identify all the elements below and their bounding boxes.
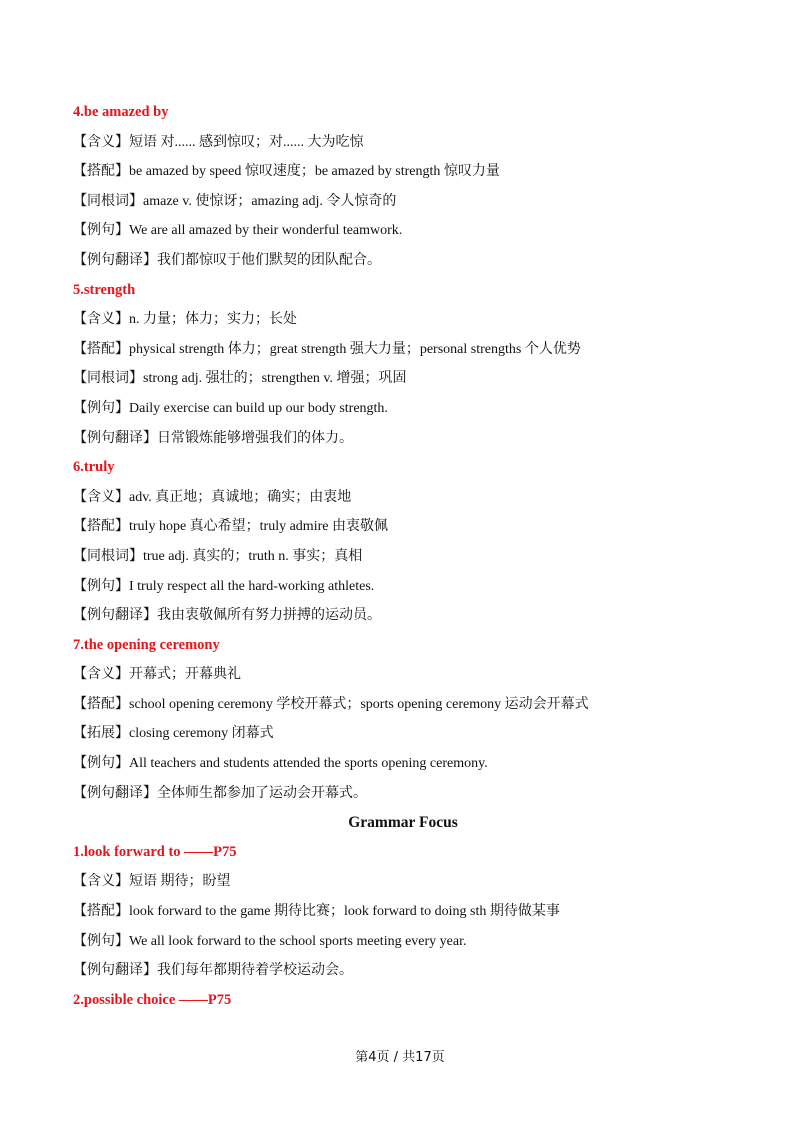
entry-tag: 【例句】: [73, 577, 129, 594]
document-body: [73, 98, 733, 1015]
entry-tag: 【同根词】: [73, 547, 143, 564]
entry-line: [73, 690, 733, 720]
entry-text: We are all amazed by their wonderful teamwork.: [129, 223, 403, 239]
entry-text: 我们都惊叹于他们默契的团队配合。: [157, 252, 381, 268]
entry-line: [73, 749, 733, 779]
section-title: Grammar Focus: [348, 814, 458, 832]
entry-line: [73, 483, 733, 513]
entry-tag: 【拓展】: [73, 725, 129, 742]
entry-tag: 【搭配】: [73, 163, 129, 180]
entry-tag: 【例句翻译】: [73, 429, 157, 446]
entry-heading: 5.strength: [73, 281, 136, 298]
entry-line: [73, 660, 733, 690]
entry-text: strong adj. 强壮的；strengthen v. 增强；巩固: [143, 371, 407, 387]
entry-line: [73, 956, 733, 986]
entry-text: physical strength 体力；great strength 强大力量；personal strengths 个人优势: [129, 341, 581, 357]
entry-tag: 【含义】: [73, 666, 129, 683]
entry-heading: 4.be amazed by: [73, 104, 169, 120]
entry-tag: 【同根词】: [73, 192, 143, 209]
entry-line: [73, 216, 733, 246]
entry-line: [73, 897, 733, 927]
entry-line: [73, 335, 733, 365]
entry-text: I truly respect all the hard-working athletes.: [129, 578, 375, 594]
entry-tag: 【搭配】: [73, 903, 129, 920]
entry-text: be amazed by speed 惊叹速度；be amazed by strength 惊叹力量: [129, 164, 500, 180]
entry-text: adv. 真正地；真诚地；确实；由衷地: [129, 489, 352, 505]
entry-tag: 【例句】: [73, 399, 129, 416]
entry-text: look forward to the game 期待比赛；look forward to doing sth 期待做某事: [129, 904, 560, 920]
entry-line: [73, 601, 733, 631]
entry-line: [73, 927, 733, 957]
entry-text: 我们每年都期待着学校运动会。: [157, 963, 353, 979]
entry-text: 我由衷敬佩所有努力拼搏的运动员。: [157, 608, 381, 624]
entry-line: [73, 719, 733, 749]
entry-heading: 1.look forward to ——P75: [73, 843, 237, 860]
entry-line: [73, 542, 733, 572]
entry-text: 全体师生都参加了运动会开幕式。: [157, 785, 367, 801]
entry-text: truly hope 真心希望；truly admire 由衷敬佩: [129, 519, 388, 535]
entry-tag: 【含义】: [73, 133, 129, 150]
entry-line: [73, 779, 733, 809]
entry-text: Daily exercise can build up our body strength.: [129, 400, 388, 416]
entry-tag: 【含义】: [73, 488, 129, 505]
entry-line: [73, 867, 733, 897]
entry-text: 开幕式；开幕典礼: [129, 667, 241, 683]
entry-line: [73, 424, 733, 454]
entry-text: n. 力量；体力；实力；长处: [129, 312, 297, 328]
entry-heading: 6.truly: [73, 459, 115, 476]
entry-text: true adj. 真实的；truth n. 事实；真相: [143, 548, 363, 564]
entry-tag: 【搭配】: [73, 340, 129, 357]
entry-text: All teachers and students attended the sports opening ceremony.: [129, 756, 488, 772]
entry-line: [73, 157, 733, 187]
entry-heading: 2.possible choice ——P75: [73, 991, 232, 1008]
entry-tag: 【同根词】: [73, 370, 143, 387]
entry-tag: 【例句】: [73, 932, 129, 949]
entry-line: [73, 364, 733, 394]
entry-text: We all look forward to the school sports meeting every year.: [129, 933, 467, 949]
entry-tag: 【搭配】: [73, 695, 129, 712]
entry-text: 短语 期待；盼望: [129, 874, 231, 890]
entry-tag: 【例句翻译】: [73, 251, 157, 268]
entry-tag: 【含义】: [73, 311, 129, 328]
entry-line: [73, 128, 733, 158]
entry-line: [73, 305, 733, 335]
entry-text: closing ceremony 闭幕式: [129, 726, 274, 742]
entry-line: [73, 512, 733, 542]
entry-tag: 【例句翻译】: [73, 607, 157, 624]
entry-tag: 【例句翻译】: [73, 784, 157, 801]
entry-text: amaze v. 使惊讶；amazing adj. 令人惊奇的: [143, 193, 397, 209]
entry-text: 短语 对...... 感到惊叹；对...... 大为吃惊: [129, 134, 364, 150]
entry-tag: 【例句】: [73, 755, 129, 772]
entry-text: school opening ceremony 学校开幕式；sports opening ceremony 运动会开幕式: [129, 696, 589, 712]
entry-line: [73, 394, 733, 424]
entry-tag: 【例句】: [73, 222, 129, 239]
entry-tag: 【例句翻译】: [73, 962, 157, 979]
entry-line: [73, 572, 733, 602]
page-number: 第4页 / 共17页: [355, 1050, 445, 1065]
entry-text: 日常锻炼能够增强我们的体力。: [157, 430, 353, 446]
entry-heading: 7.the opening ceremony: [73, 636, 220, 653]
entry-tag: 【含义】: [73, 873, 129, 890]
entry-tag: 【搭配】: [73, 518, 129, 535]
entry-line: [73, 187, 733, 217]
entry-line: [73, 246, 733, 276]
